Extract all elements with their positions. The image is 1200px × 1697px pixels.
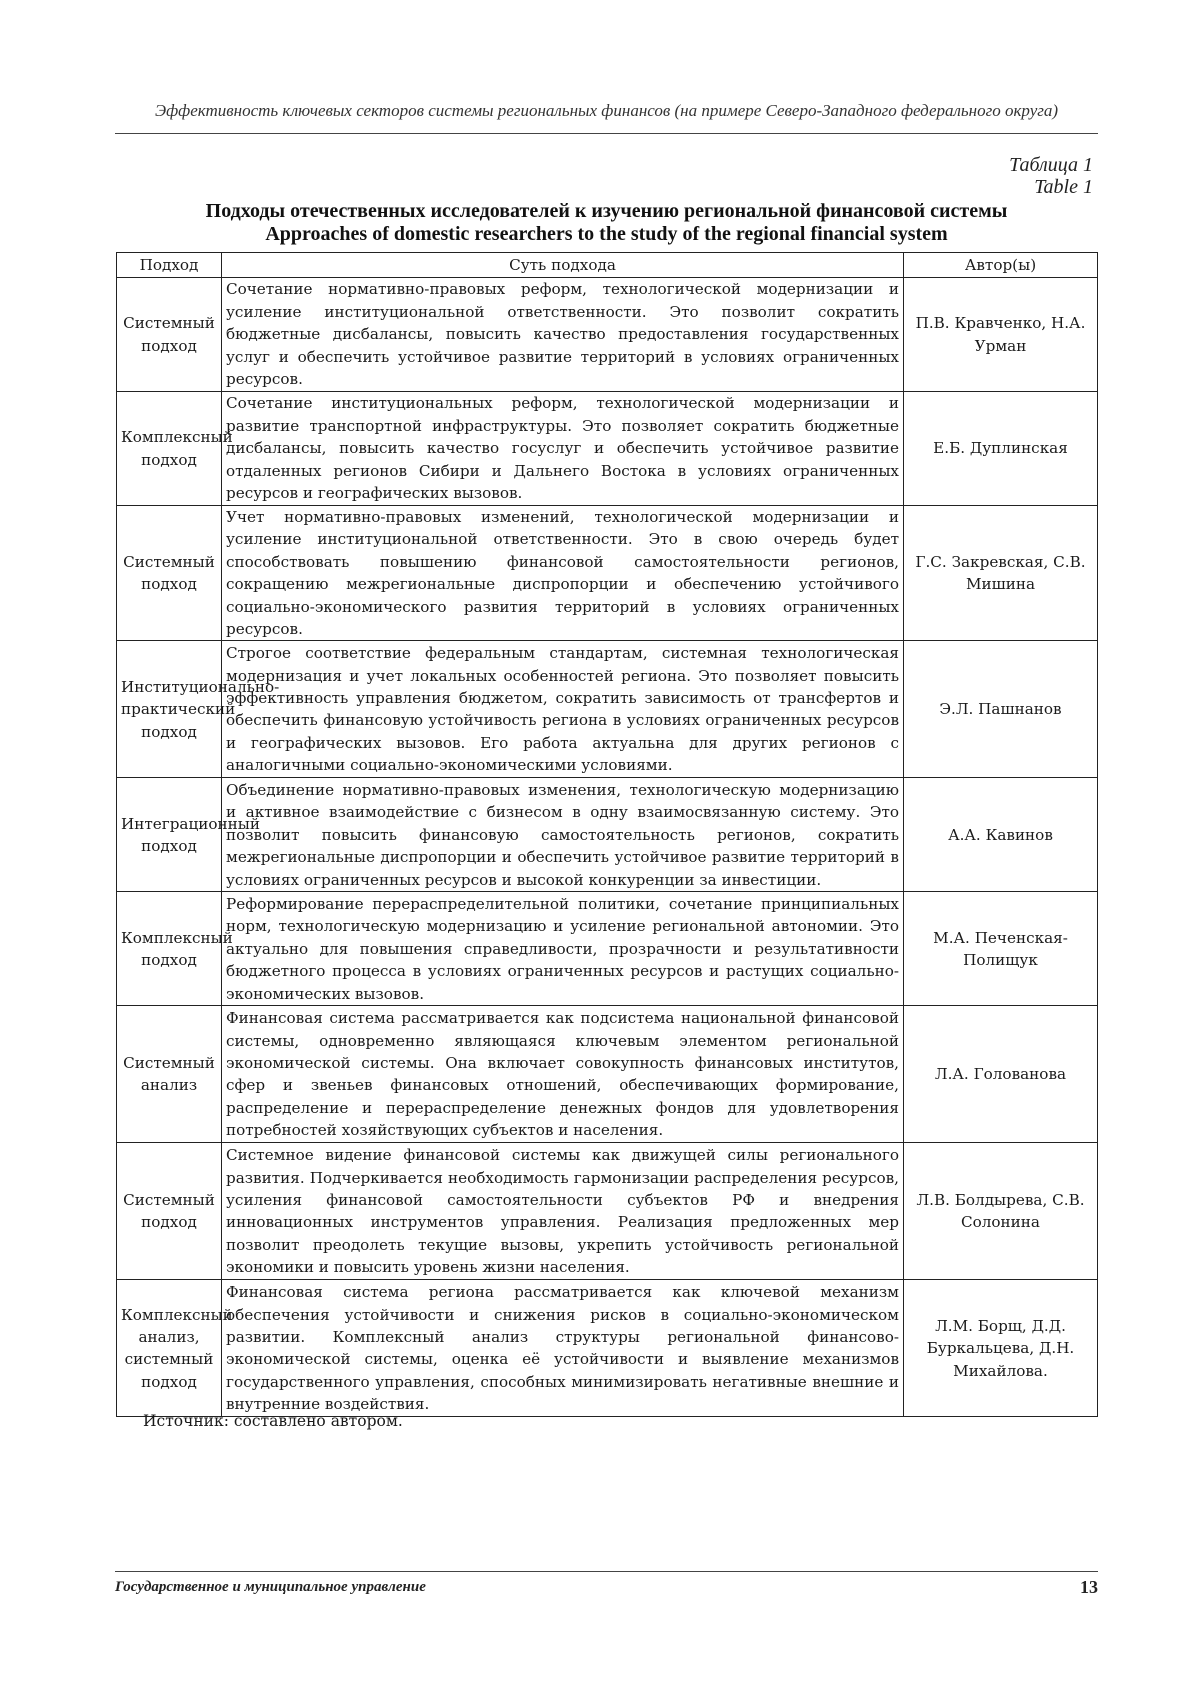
cell-approach: Системный подход (117, 1143, 222, 1280)
cell-approach: Институционально-практический подход (117, 641, 222, 778)
table-label-en: Table 1 (1034, 176, 1093, 198)
approaches-table (116, 252, 1098, 1417)
cell-essence: Финансовая система региона рассматривается как ключевой механизм обеспечения устойчивости и снижения рисков в социально-экономическом развитии. Комплексный анализ структуры региональной финансово-экономической системы, оценка её устойчивости и выявление механизмов государственного управления, способных минимизировать негативные внешние и внутренние воздействия. (222, 1280, 904, 1417)
cell-essence: Объединение нормативно-правовых изменения, технологическую модернизацию и активное взаимодействие с бизнесом в одну взаимосвязанную систему. Это позволит повысить финансовую самостоятельность регионов, сократить межрегиональные диспропорции и обеспечить устойчивое развитие территорий в условиях ограниченных ресурсов и высокой конкуренции за инвестиции. (222, 778, 904, 892)
table-header-row (117, 253, 1098, 278)
cell-essence: Учет нормативно-правовых изменений, технологической модернизации и усиление институциональной ответственности. Это в свою очередь будет способствовать повышению финансовой самостоятельности регионов, сокращению межрегиональные диспропорции и обеспечению устойчивого социально-экономического развития территорий в условиях ограниченных ресурсов. (222, 506, 904, 641)
table-title-ru: Подходы отечественных исследователей к изучению региональной финансовой системы (205, 200, 1008, 222)
table-label (1009, 154, 1093, 198)
cell-authors: Э.Л. Пашнанов (904, 641, 1098, 778)
cell-essence: Системное видение финансовой системы как движущей силы регионального развития. Подчеркивается необходимость гармонизации распределения ресурсов, усиления финансовой самостоятельности субъектов РФ и внедрения инновационных инструментов управления. Реализация предложенных мер позволит преодолеть текущие вызовы, укрепить устойчивость региональной экономики и повысить уровень жизни населения. (222, 1143, 904, 1280)
cell-authors: Е.Б. Дуплинская (904, 392, 1098, 506)
table-title-en: Approaches of domestic researchers to the study of the regional financial system (265, 223, 948, 245)
table-row (117, 506, 1098, 641)
cell-essence: Сочетание институциональных реформ, технологической модернизации и развитие транспортной инфраструктуры. Это позволяет сократить бюджетные дисбалансы, повысить качество госуслуг и обеспечить устойчивое развитие отдаленных регионов Сибири и Дальнего Востока в условиях ограниченных ресурсов и географических вызовов. (222, 392, 904, 506)
cell-authors: А.А. Кавинов (904, 778, 1098, 892)
cell-approach: Интеграционный подход (117, 778, 222, 892)
table-row (117, 1280, 1098, 1417)
cell-approach: Комплексный подход (117, 392, 222, 506)
cell-essence: Реформирование перераспределительной политики, сочетание принципиальных норм, технологическую модернизацию и усиление региональной автономии. Это актуально для повышения справедливости, прозрачности и результативности бюджетного процесса в условиях ограниченных ресурсов и растущих социально-экономических вызовов. (222, 892, 904, 1006)
cell-authors: М.А. Печенская-Полищук (904, 892, 1098, 1006)
header-rule (115, 133, 1098, 134)
cell-approach: Комплексный анализ, системный подход (117, 1280, 222, 1417)
cell-approach: Комплексный подход (117, 892, 222, 1006)
footer-journal-title: Государственное и муниципальное управление (115, 1579, 426, 1595)
table-row (117, 892, 1098, 1006)
cell-authors: Л.А. Голованова (904, 1006, 1098, 1143)
table-source-note: Источник: составлено автором. (143, 1412, 403, 1430)
column-header-approach: Подход (117, 253, 222, 278)
cell-approach: Системный подход (117, 506, 222, 641)
footer-rule (115, 1571, 1098, 1572)
cell-authors: Л.В. Болдырева, С.В. Солонина (904, 1143, 1098, 1280)
table-title (115, 200, 1098, 246)
cell-authors: Л.М. Борщ, Д.Д. Буркальцева, Д.Н. Михайлова. (904, 1280, 1098, 1417)
column-header-essence: Суть подхода (222, 253, 904, 278)
table-row (117, 641, 1098, 778)
table-row (117, 278, 1098, 392)
running-header: Эффективность ключевых секторов системы региональных финансов (на примере Северо-Западного федерального округа) (154, 101, 1059, 120)
table-label-ru: Таблица 1 (1009, 154, 1093, 176)
table-row (117, 392, 1098, 506)
cell-approach: Системный подход (117, 278, 222, 392)
cell-essence: Строгое соответствие федеральным стандартам, системная технологическая модернизация и учет локальных особенностей региона. Это позволяет повысить эффективность управления бюджетом, сократить зависимость от трансфертов и обеспечить финансовую устойчивость региона в условиях ограниченных ресурсов и географических вызовов. Его работа актуальна для других регионов с аналогичными социально-экономическими условиями. (222, 641, 904, 778)
column-header-authors: Автор(ы) (904, 253, 1098, 278)
cell-approach: Системный анализ (117, 1006, 222, 1143)
cell-authors: Г.С. Закревская, С.В. Мишина (904, 506, 1098, 641)
cell-essence: Сочетание нормативно-правовых реформ, технологической модернизации и усиление институциональной ответственности. Это позволит сократить бюджетные дисбалансы, повысить качество предоставления государственных услуг и обеспечить устойчивое развитие территорий в условиях ограниченных ресурсов. (222, 278, 904, 392)
page-number: 13 (1080, 1577, 1098, 1597)
cell-authors: П.В. Кравченко, Н.А. Урман (904, 278, 1098, 392)
table-row (117, 1143, 1098, 1280)
table-row (117, 1006, 1098, 1143)
cell-essence: Финансовая система рассматривается как подсистема национальной финансовой системы, одновременно являющаяся ключевым элементом региональной экономической системы. Она включает совокупность финансовых институтов, сфер и звеньев финансовых отношений, обеспечивающих формирование, распределение и перераспределение денежных фондов для удовлетворения потребностей хозяйствующих субъектов и населения. (222, 1006, 904, 1143)
table-row (117, 778, 1098, 892)
